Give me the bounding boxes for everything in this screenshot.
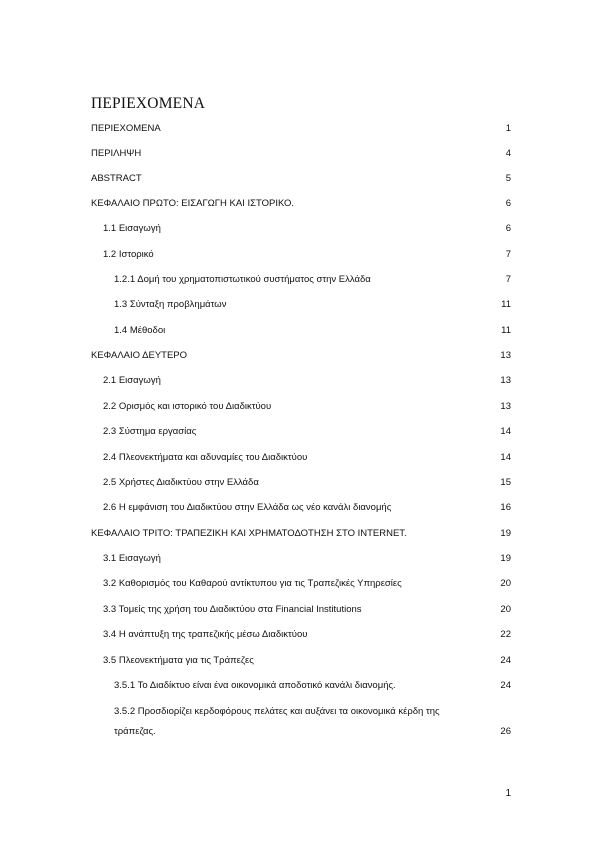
toc-entry-label: 2.5 Χρήστες Διαδικτύου στην Ελλάδα <box>103 477 259 488</box>
toc-entry-page: 24 <box>500 680 511 691</box>
toc-entry-page: 11 <box>501 325 511 336</box>
toc-entry-label: 3.3 Τομείς της χρήση του Διαδικτύου στα Financial Institutions <box>103 604 362 615</box>
toc-entry-label: 3.5.1 Το Διαδίκτυο είναι ένα οικονομικά αποδοτικό κανάλι διανομής. <box>114 680 396 691</box>
toc-entry-page: 1 <box>505 123 511 134</box>
toc-entry-label: 2.6 Η εμφάνιση του Διαδικτύου στην Ελλάδα ως νέο κανάλι διανομής <box>103 502 392 513</box>
toc-entry-label: ΠΕΡΙΕΧΟΜΕΝΑ <box>91 123 161 134</box>
toc-entry-page: 13 <box>500 401 511 412</box>
toc-entry-page: 20 <box>500 604 511 615</box>
toc-entry-page: 11 <box>501 299 511 310</box>
toc-entry-page: 13 <box>500 375 511 386</box>
toc-entry-page: 13 <box>500 350 511 361</box>
toc-entry-label: 2.1 Εισαγωγή <box>103 375 161 386</box>
toc-entry-page: 4 <box>505 148 511 159</box>
toc-entry-page: 14 <box>500 452 511 463</box>
toc-entry-label: 1.3 Σύνταξη προβλημάτων <box>114 299 227 310</box>
toc-entry-page: 19 <box>500 528 511 539</box>
toc-entry-page: 6 <box>505 223 511 234</box>
toc-entry-label: ΚΕΦΑΛΑΙΟ ΤΡΙΤΟ: ΤΡΑΠΕΖΙΚΗ ΚΑΙ ΧΡΗΜΑΤΟΔΟΤΗΣΗ ΣΤΟ INTERNET. <box>91 528 407 539</box>
toc-entry-label: τράπεζας. <box>114 726 156 737</box>
toc-entry-label: 2.2 Ορισμός και ιστορικό του Διαδικτύου <box>103 401 272 412</box>
toc-entry-label: 3.4 Η ανάπτυξη της τραπεζικής μέσω Διαδικτύου <box>103 629 308 640</box>
toc-entry-page: 6 <box>505 198 511 209</box>
toc-entry-page: 19 <box>500 553 511 564</box>
toc-heading: ΠΕΡΙΕΧΟΜΕΝΑ <box>91 95 206 112</box>
toc-entry-label: 3.5.2 Προσδιορίζει κερδοφόρους πελάτες και αυξάνει τα οικονομικά κέρδη της <box>114 706 440 717</box>
toc-entry-page: 7 <box>505 249 511 260</box>
toc-entry-label: 1.2 Ιστορικό <box>103 249 154 260</box>
toc-entry-page: 15 <box>500 477 511 488</box>
toc-entry-page: 16 <box>500 502 511 513</box>
toc-entry-label: 1.2.1 Δομή του χρηματοπιστωτικού συστήματος στην Ελλάδα <box>114 274 371 285</box>
toc-entry-page: 20 <box>500 578 511 589</box>
toc-entry-label: 1.1 Εισαγωγή <box>103 223 161 234</box>
toc-entry-page: 24 <box>500 655 511 666</box>
toc-entry-label: ΚΕΦΑΛΑΙΟ ΠΡΩΤΟ: ΕΙΣΑΓΩΓΗ ΚΑΙ ΙΣΤΟΡΙΚΟ. <box>91 198 295 209</box>
page-number: 1 <box>505 788 511 799</box>
toc-entry-page: 5 <box>505 173 511 184</box>
toc-entry-label: 3.5 Πλεονεκτήματα για τις Τράπεζες <box>103 655 254 666</box>
toc-entry-label: ΚΕΦΑΛΑΙΟ ΔΕΥΤΕΡΟ <box>91 350 188 361</box>
toc-entry-page: 14 <box>500 426 511 437</box>
toc-entry-label: 3.2 Καθορισμός του Καθαρού αντίκτυπου για τις Τραπεζικές Υπηρεσίες <box>103 578 402 589</box>
toc-entry-label: 2.3 Σύστημα εργασίας <box>103 426 197 437</box>
toc-entry-label: 1.4 Μέθοδοι <box>114 325 166 336</box>
toc-entry-page: 7 <box>505 274 511 285</box>
toc-entry-page: 22 <box>500 629 511 640</box>
toc-entry-label: ΠΕΡΙΛΗΨΗ <box>91 148 142 159</box>
toc-entry-label: ABSTRACT <box>91 173 142 184</box>
toc-entry-label: 3.1 Εισαγωγή <box>103 553 161 564</box>
toc-entry-page: 26 <box>500 726 511 737</box>
toc-entry-label: 2.4 Πλεονεκτήματα και αδυναμίες του Διαδικτύου <box>103 452 308 463</box>
